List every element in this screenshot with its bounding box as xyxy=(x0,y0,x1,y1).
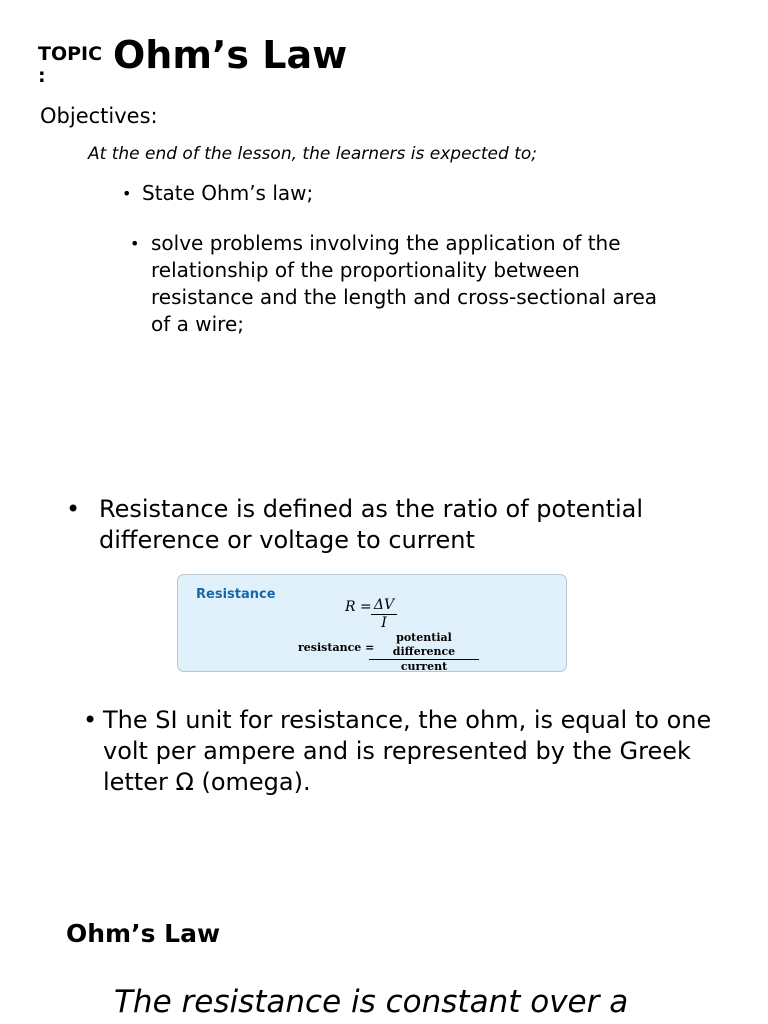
objective-text: State Ohm’s law; xyxy=(142,181,314,205)
objective-text: solve problems involving the application of the relationship of the proportionality between resistance and the length and cross-sectional area of a wire; xyxy=(151,231,658,336)
formula-word-fraction xyxy=(369,631,479,674)
section-title: Ohm’s Law xyxy=(66,919,221,948)
objectives-intro: At the end of the lesson, the learners is expected to; xyxy=(88,144,537,164)
bullet-icon: • xyxy=(66,495,81,523)
bullet-icon: • xyxy=(122,184,132,203)
objectives-heading: Objectives: xyxy=(40,104,158,128)
topic-label: TOPIC xyxy=(38,43,103,65)
formula-word-numerator: potential difference xyxy=(369,631,479,660)
formula-word-denominator: current xyxy=(400,660,448,673)
formula-word-lhs: resistance = xyxy=(298,641,375,654)
formula-symbol-numerator: ΔV xyxy=(371,597,397,615)
formula-symbol-fraction xyxy=(371,597,397,632)
objective-item-2 xyxy=(130,230,670,338)
si-unit-item xyxy=(83,705,723,798)
objective-item-1 xyxy=(122,180,313,207)
page-title: Ohm’s Law xyxy=(113,33,348,77)
formula-box-title: Resistance xyxy=(196,587,276,602)
bullet-icon: • xyxy=(130,234,140,253)
bullet-icon: • xyxy=(83,706,98,734)
definition-item xyxy=(66,494,716,556)
definition-text: Resistance is defined as the ratio of potential difference or voltage to current xyxy=(99,495,644,554)
ohms-law-statement: The resistance is constant over a xyxy=(114,984,629,1020)
si-unit-text: The SI unit for resistance, the ohm, is equal to one volt per ampere and is represented by the Greek letter Ω (omega). xyxy=(103,706,712,796)
topic-colon: : xyxy=(38,65,46,87)
resistance-formula-box xyxy=(177,574,567,672)
formula-symbol-denominator: I xyxy=(381,615,387,631)
formula-symbol-lhs: R = xyxy=(345,599,372,615)
